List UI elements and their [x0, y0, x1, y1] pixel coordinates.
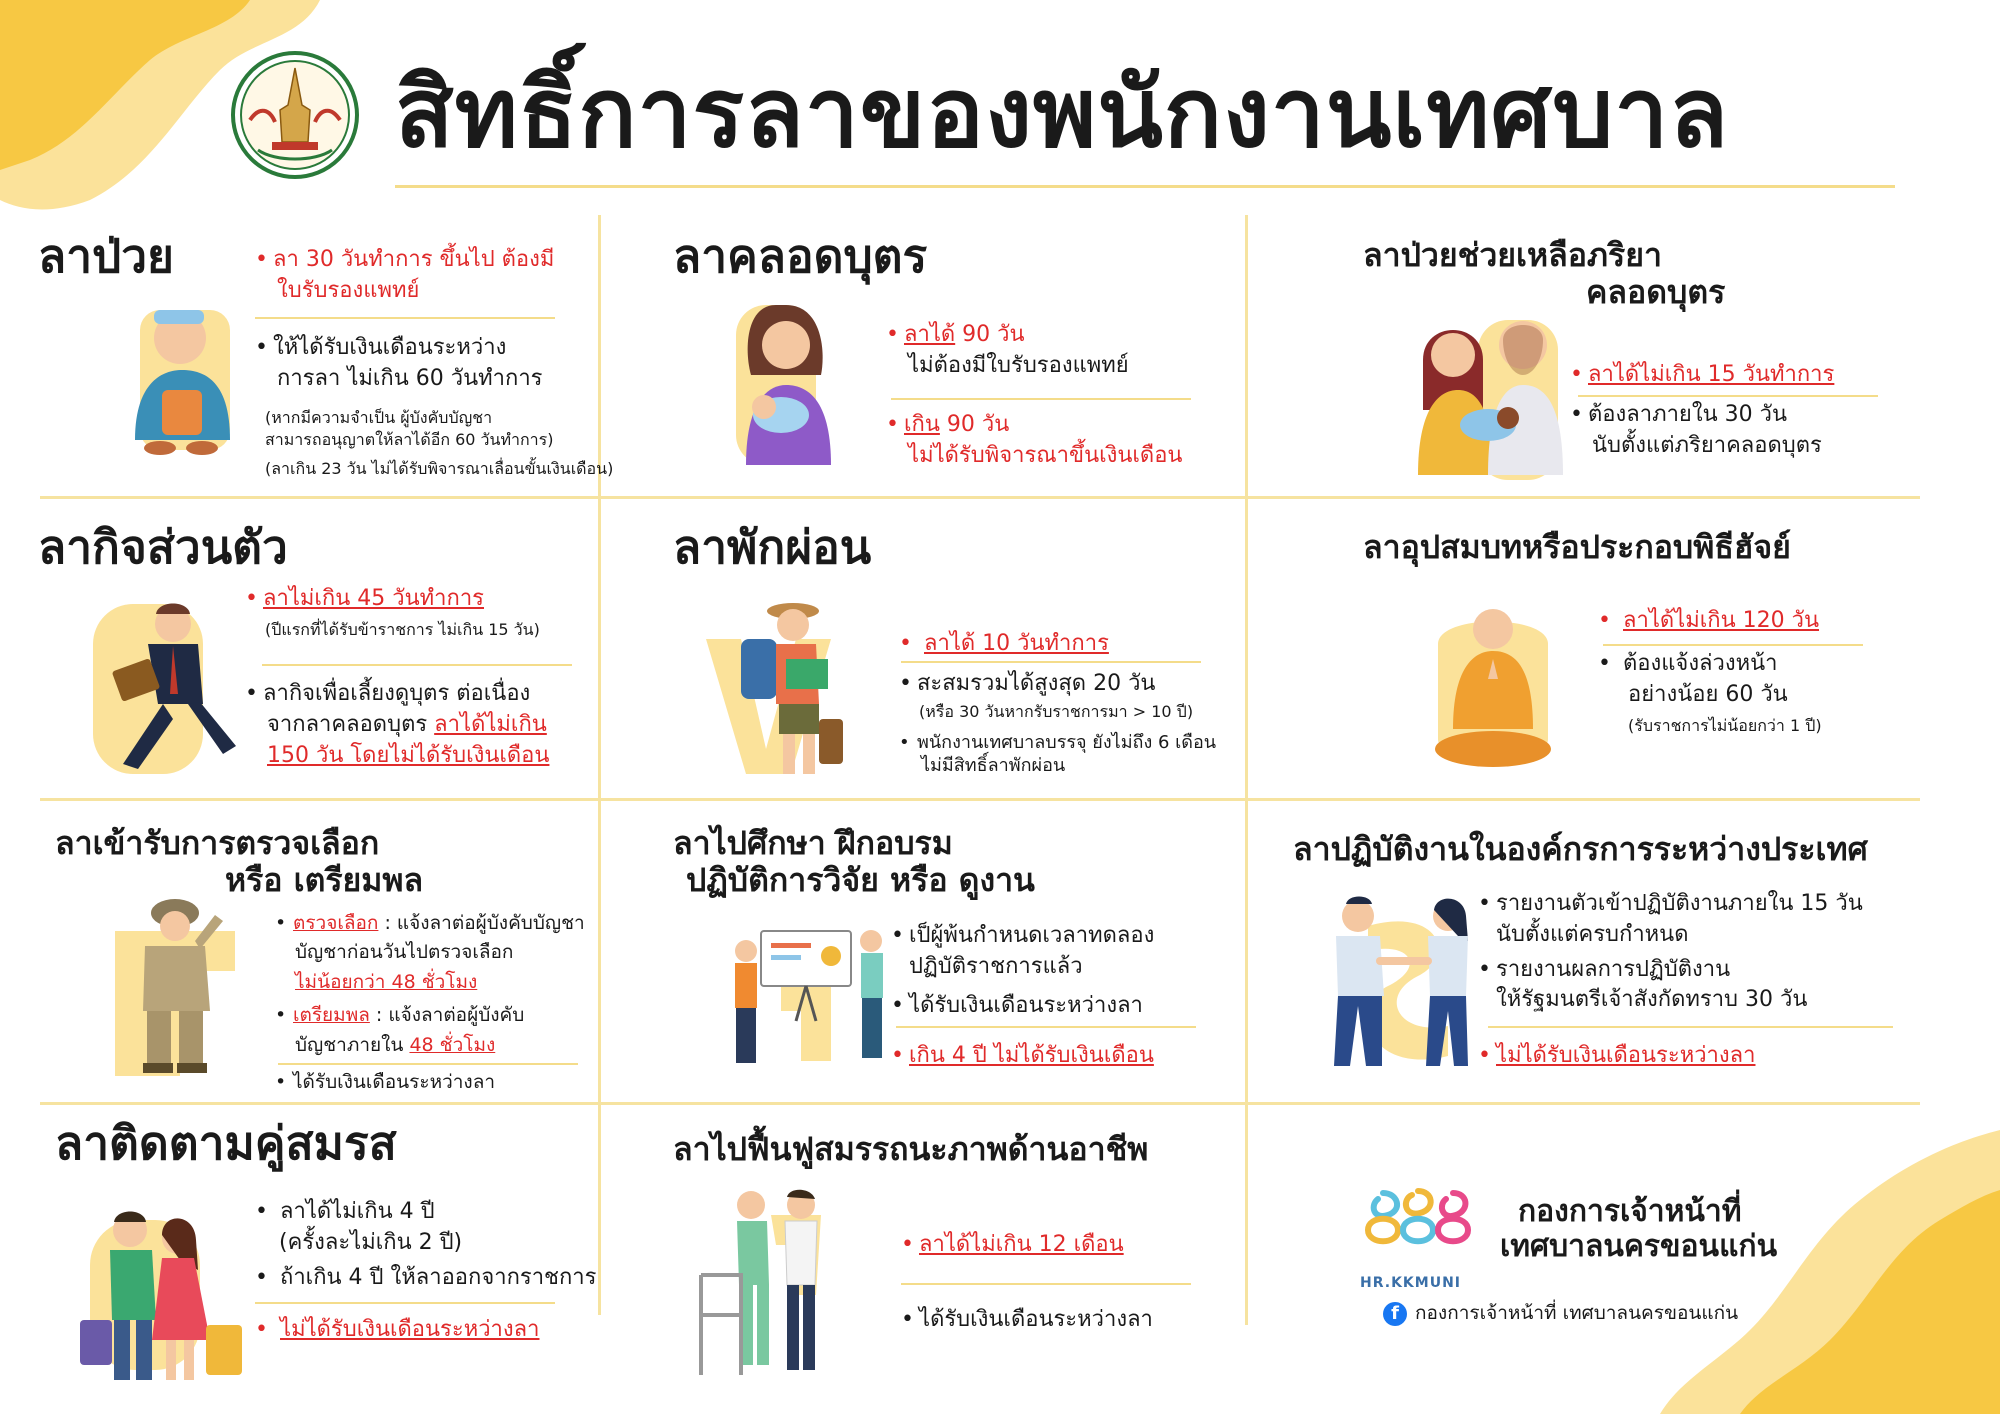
paternity-title: ลาป่วยช่วยเหลือภริยา คลอดบุตร: [1363, 236, 1726, 311]
personal-leave-title: ลากิจส่วนตัว: [38, 520, 288, 574]
study-separator: [896, 1026, 1196, 1028]
monk-icon: [1418, 589, 1568, 774]
vacation-separator: [901, 661, 1201, 663]
section-vacation-leave: [601, 499, 1245, 798]
rehab-text-2: • ได้รับเงินเดือนระหว่างลา: [901, 1307, 1153, 1332]
ordination-separator: [1603, 644, 1863, 646]
footer-org: [1248, 1105, 1948, 1414]
military-separator: [278, 1063, 578, 1065]
study-text: • เป็ผู้พ้นกำหนดเวลาทดลอง ปฏิบัติราชการแล้ว • ได้รับเงินเดือนระหว่างลา: [891, 923, 1155, 1018]
international-text: • รายงานตัวเข้าปฏิบัติงานภายใน 15 วัน นับตั้งแต่ครบกำหนด • รายงานผลการปฏิบัติงาน ให้รัฐมนตรีเจ้าสังกัดทราบ 30 วัน: [1478, 891, 1863, 1013]
section-international-leave: [1248, 801, 1960, 1101]
vacation-text-3: • พนักงานเทศบาลบรรจุ ยังไม่ถึง 6 เดือน ไม่มีสิทธิ์ลาพักผ่อน: [899, 732, 1217, 777]
ordination-text-2: • ต้องแจ้งล่วงหน้า อย่างน้อย 60 วัน: [1598, 651, 1788, 707]
vacation-title: ลาพักผ่อน: [673, 520, 872, 574]
hr-logo-text: HR.KKMUNI: [1360, 1275, 1461, 1291]
military-text: • ตรวจเลือก : แจ้งลาต่อผู้บังคับบัญชา บัญชาก่อนวันไปตรวจเลือก ไม่น้อยกว่า 48 ชั่วโมง • เตรียมพล : แจ้งลาต่อผู้บังคับ บัญชาภายใน 48 ชั่วโมง: [275, 912, 585, 1056]
municipal-seal-logo: [230, 50, 360, 180]
facebook-icon: f: [1383, 1302, 1407, 1326]
paternity-text-2: • ต้องลาภายใน 30 วัน นับตั้งแต่ภริยาคลอดบุตร: [1570, 402, 1822, 458]
maternity-text-2: • เกิน 90 วัน ไม่ได้รับพิจารณาขึ้นเงินเดือน: [886, 412, 1183, 468]
spouse-title: ลาติดตามคู่สมรส: [55, 1116, 397, 1170]
section-rehab-leave: [601, 1105, 1245, 1414]
section-sick-leave: [0, 215, 614, 495]
vacation-text: • ลาได้ 10 วันทำการ: [899, 631, 1109, 656]
maternity-separator: [891, 398, 1191, 400]
page-title: สิทธิ์การลาของพนักงานเทศบาล: [395, 57, 1730, 169]
maternity-title: ลาคลอดบุตร: [673, 229, 928, 283]
study-text-2: • เกิน 4 ปี ไม่ได้รับเงินเดือน: [891, 1043, 1154, 1068]
paternity-text: • ลาได้ไม่เกิน 15 วันทำการ: [1570, 362, 1835, 387]
presentation-icon: [721, 911, 891, 1081]
sick-person-icon: [120, 290, 250, 460]
vacation-note: (หรือ 30 วันหากรับราชการมา > 10 ปี): [919, 702, 1194, 721]
sick-leave-text: • ลา 30 วันทำการ ขึ้นไป ต้องมี ใบรับรองแพทย์: [255, 247, 555, 303]
rehab-text: • ลาได้ไม่เกิน 12 เดือน: [901, 1232, 1124, 1257]
spouse-text: • ลาได้ไม่เกิน 4 ปี (ครั้งละไม่เกิน 2 ปี) • ถ้าเกิน 4 ปี ให้ลาออกจากราชการ: [255, 1199, 597, 1290]
soldier-icon: [105, 881, 255, 1081]
section-spouse-leave: [0, 1105, 598, 1414]
military-text-2: • ได้รับเงินเดือนระหว่างลา: [275, 1071, 496, 1093]
study-title: ลาไปศึกษา ฝึกอบรม ปฏิบัติการวิจัย หรือ ดูงาน: [673, 824, 1035, 899]
traveler-icon: [701, 589, 861, 779]
international-text-2: • ไม่ได้รับเงินเดือนระหว่างลา: [1478, 1043, 1756, 1068]
spouse-text-2: • ไม่ได้รับเงินเดือนระหว่างลา: [255, 1317, 540, 1342]
vacation-text-2: • สะสมรวมได้สูงสุด 20 วัน: [899, 671, 1156, 696]
rehab-title: ลาไปฟื้นฟูสมรรถนะภาพด้านอาชีพ: [673, 1130, 1149, 1168]
mother-baby-icon: [726, 295, 866, 475]
section-ordination-leave: [1248, 499, 1948, 798]
ordination-note: (รับราชการไม่น้อยกว่า 1 ปี): [1628, 716, 1822, 735]
section-maternity-leave: [601, 215, 1245, 495]
ordination-title: ลาอุปสมบทหรือประกอบพิธีฮัจย์: [1363, 528, 1791, 566]
military-title: ลาเข้ารับการตรวจเลือก หรือ เตรียมพล: [55, 824, 424, 899]
sick-separator: [255, 317, 555, 319]
rehab-separator: [901, 1283, 1191, 1285]
sick-leave-text-2: • ให้ได้รับเงินเดือนระหว่าง การลา ไม่เกิน 60 วันทำการ: [255, 335, 543, 391]
international-separator: [1488, 1026, 1893, 1028]
title-underline: [395, 185, 1895, 188]
hr-kkmuni-logo: [1358, 1185, 1478, 1285]
spouse-separator: [255, 1302, 555, 1304]
facebook-link[interactable]: f กองการเจ้าหน้าที่ เทศบาลนครขอนแก่น: [1383, 1300, 1738, 1327]
running-businessman-icon: [88, 594, 248, 779]
couple-travel-icon: [70, 1200, 250, 1390]
paternity-separator: [1578, 395, 1878, 397]
personal-leave-note: (ปีแรกที่ได้รับข้าราชการ ไม่เกิน 15 วัน): [265, 620, 540, 639]
org-name: กองการเจ้าหน้าที่ เทศบาลนครขอนแก่น: [1500, 1194, 1778, 1264]
rehab-walker-icon: [691, 1185, 881, 1385]
personal-leave-text: • ลาไม่เกิน 45 วันทำการ: [245, 586, 484, 611]
section-study-leave: [601, 801, 1245, 1101]
section-paternity-leave: [1248, 215, 1948, 495]
header: [230, 40, 1910, 190]
sick-leave-notes: (หากมีความจำเป็น ผู้บังคับบัญชา สามารถอนุญาตให้ลาได้อีก 60 วันทำการ) (ลาเกิน 23 วัน ไม่ได้รับพิจารณาเลื่อนขั้นเงินเดือน): [265, 408, 614, 478]
handshake-icon: [1298, 886, 1508, 1076]
international-title: ลาปฏิบัติงานในองค์กรการระหว่างประเทศ: [1293, 830, 1868, 868]
section-personal-leave: [0, 499, 598, 798]
section-military-leave: [0, 801, 598, 1101]
family-icon: [1408, 300, 1568, 480]
ordination-text: • ลาได้ไม่เกิน 120 วัน: [1598, 608, 1820, 633]
personal-separator: [262, 664, 572, 666]
personal-leave-text-2: • ลากิจเพื่อเลี้ยงดูบุตร ต่อเนื่อง จากลาคลอดบุตร ลาได้ไม่เกิน 150 วัน โดยไม่ได้รับเงินเดือน: [245, 681, 550, 768]
sick-leave-title: ลาป่วย: [38, 229, 175, 283]
maternity-text: • ลาได้ 90 วัน ไม่ต้องมีใบรับรองแพทย์: [886, 322, 1129, 378]
